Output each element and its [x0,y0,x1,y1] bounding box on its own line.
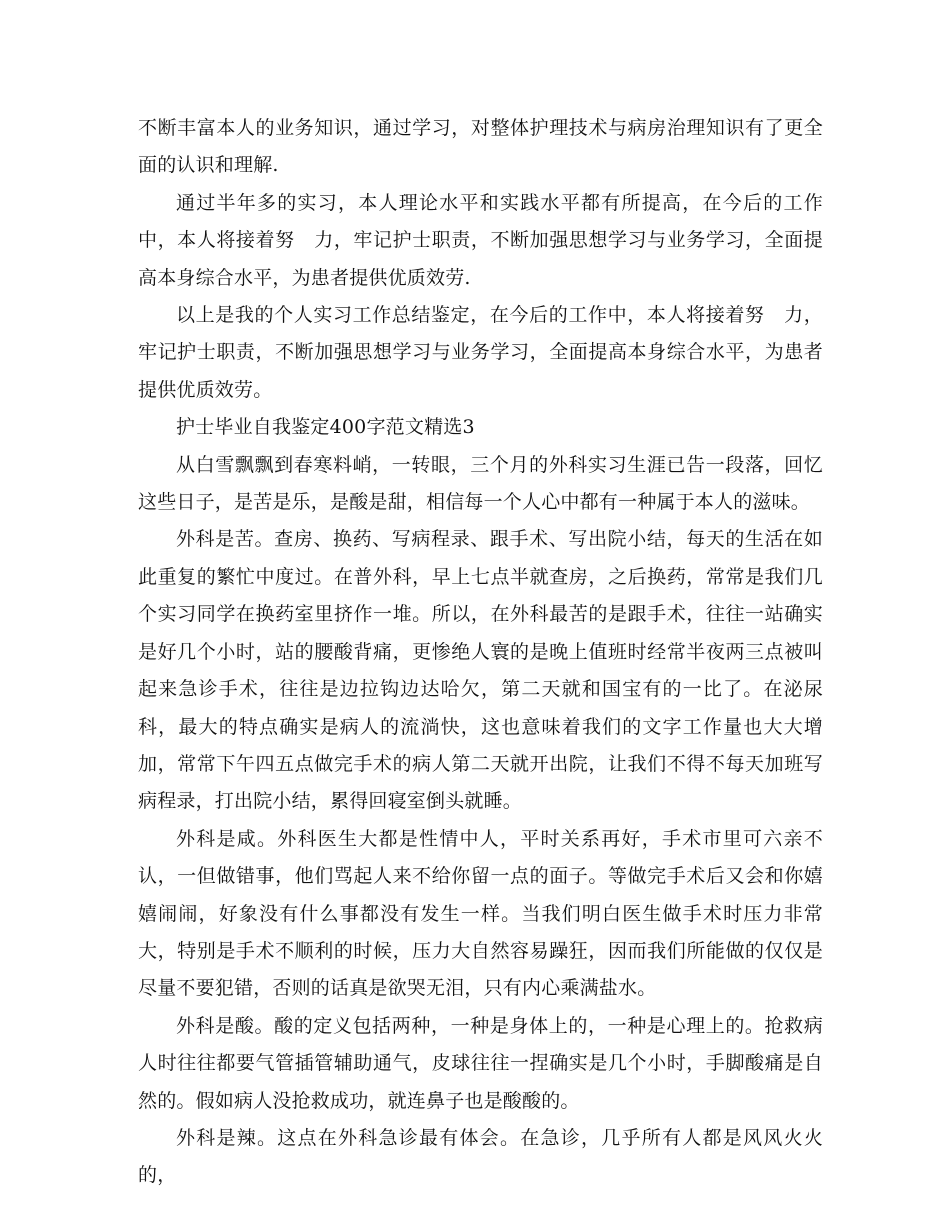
paragraph-internship-summary: 通过半年多的实习，本人理论水平和实践水平都有所提高，在今后的工作中，本人将接着努 力，牢记护士职责，不断加强思想学习与业务学习，全面提高本身综合水平，为患者提供优质效劳. [138,191,823,289]
paragraph-continuation: 不断丰富本人的业务知识，通过学习，对整体护理技术与病房治理知识有了更全面的认识和理解. [138,117,823,177]
paragraph-salty: 外科是咸。外科医生大都是性情中人，平时关系再好，手术市里可六亲不认，一但做错事，他们骂起人来不给你留一点的面子。等做完手术后又会和你嬉嬉闹闹，好象没有什么事都没有发生一样。当我们明白医生做手术时压力非常大，特别是手术不顺利的时候，压力大自然容易躁狂，因而我们所能做的仅仅是尽量不要犯错，否则的话真是欲哭无泪，只有内心乘满盐水。 [138,827,823,1000]
paragraph-conclusion: 以上是我的个人实习工作总结鉴定，在今后的工作中，本人将接着努 力，牢记护士职责，不断加强思想学习与业务学习，全面提高本身综合水平，为患者提供优质效劳。 [138,304,823,401]
paragraph-spicy: 外科是辣。这点在外科急诊最有体会。在急诊，几乎所有人都是风风火火的， [138,1126,823,1187]
paragraph-bitter: 外科是苦。查房、换药、写病程录、跟手术、写出院小结，每天的生活在如此重复的繁忙中度过。在普外科，早上七点半就查房，之后换药，常常是我们几个实习同学在换药室里挤作一堆。所以，在外科最苦的是跟手术，往往一站确实是好几个小时，站的腰酸背痛，更惨绝人寰的是晚上值班时经常半夜两三点被叫起来急诊手术，往往是边拉钩边达哈欠，第二天就和国宝有的一比了。在泌尿科，最大的特点确实是病人的流淌快，这也意味着我们的文字工作量也大大增加，常常下午四五点做完手术的病人第二天就开出院，让我们不得不每天加班写病程录，打出院小结，累得回寝室倒头就睡。 [138,528,823,813]
paragraph-sour: 外科是酸。酸的定义包括两种，一种是身体上的，一种是心理上的。抢救病人时往往都要气管插管辅助通气，皮球往往一捏确实是几个小时，手脚酸痛是自然的。假如病人没抢救成功，就连鼻子也是酸酸的。 [138,1014,823,1112]
document-body [138,110,823,1195]
section-heading: 护士毕业自我鉴定400字范文精选3 [176,416,475,439]
paragraph-intro: 从白雪飘飘到春寒料峭，一转眼，三个月的外科实习生涯已告一段落，回忆这些日子，是苦是乐，是酸是甜，相信每一个人心中都有一种属于本人的滋味。 [138,453,823,514]
